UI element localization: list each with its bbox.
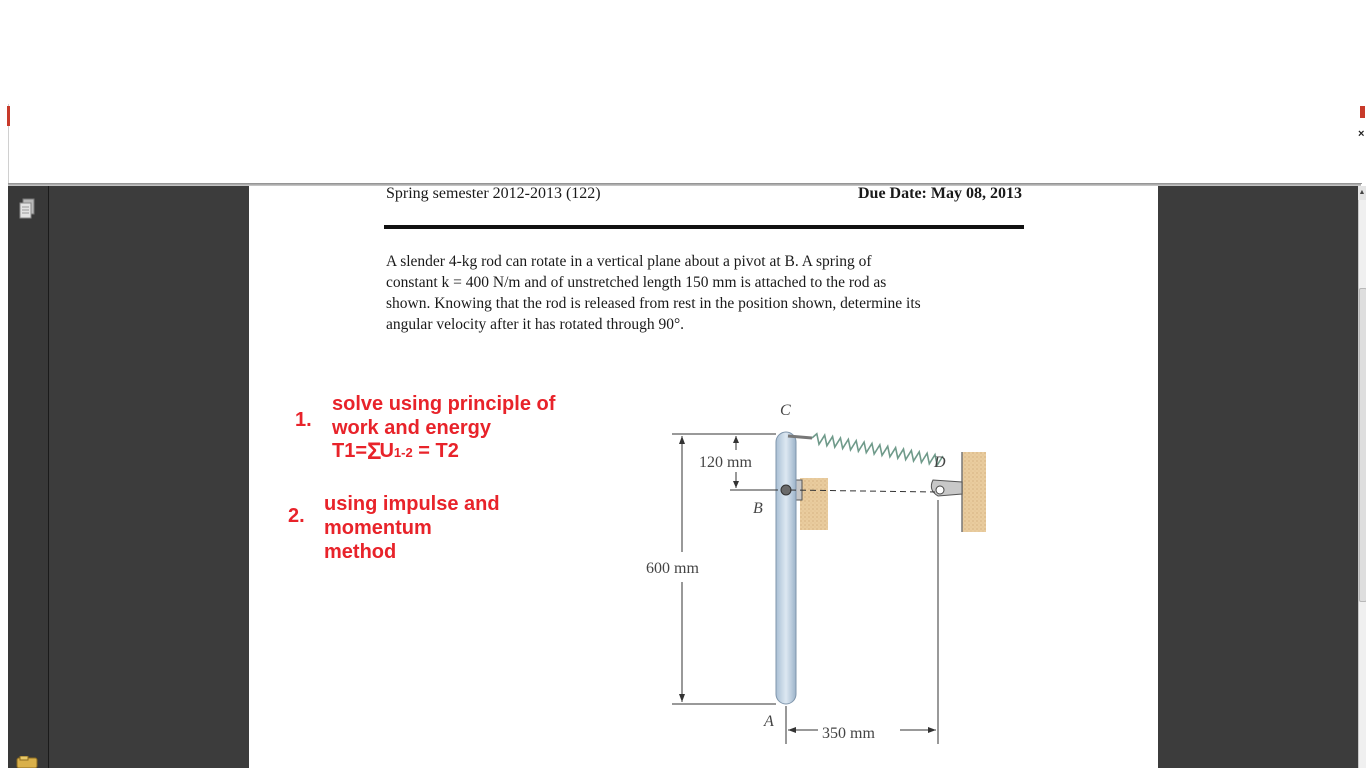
dim-120-arrow-top [733, 436, 739, 443]
problem-line: constant k = 400 N/m and of unstretched length 150 mm is attached to the rod as [386, 274, 887, 291]
label-b: B [753, 500, 763, 517]
label-d: D [934, 454, 946, 471]
problem-statement [386, 251, 1036, 335]
attachments-icon[interactable] [16, 756, 38, 768]
problem-line: shown. Knowing that the rod is released from rest in the position shown, determine its [386, 295, 921, 312]
dim-600-arrow-top [679, 436, 685, 444]
problem-line: A slender 4-kg rod can rotate in a vertical plane about a pivot at B. A spring of [386, 253, 872, 270]
close-icon[interactable]: × [1358, 128, 1365, 140]
semester-text: Spring semester 2012-2013 (122) [386, 185, 601, 202]
dim-350-arrow-left [788, 727, 796, 733]
dim-600-label: 600 mm [646, 560, 699, 577]
navigation-pane [8, 186, 49, 768]
rod-spring-figure [640, 390, 1000, 750]
annotation-item1-line2: work and energy [332, 417, 491, 439]
window-edge-marker-right [1360, 106, 1365, 118]
annotation-item2-line1: using impulse and [324, 493, 500, 515]
annotation-item2-number: 2. [288, 505, 305, 527]
wall-b [800, 478, 828, 530]
dim-350-label: 350 mm [822, 725, 875, 742]
dim-350-arrow-right [928, 727, 936, 733]
formula-u: U [379, 440, 394, 462]
spring-top-link [788, 436, 812, 438]
window-edge-marker [7, 106, 10, 126]
formula-start: T1= [332, 440, 368, 462]
pages-icon[interactable] [18, 198, 36, 220]
header-rule [384, 225, 1024, 229]
scrollbar-thumb[interactable] [1359, 288, 1366, 602]
anchor-d-pin [936, 486, 944, 494]
rod [776, 432, 796, 704]
annotation-item1-line1: solve using principle of [332, 393, 556, 415]
annotation-item2-line3: method [324, 541, 397, 563]
dim-600-arrow-bottom [679, 694, 685, 702]
scroll-up-arrow[interactable]: ▲ [1358, 186, 1366, 200]
label-c: C [780, 402, 791, 419]
sigma-symbol: Σ [367, 438, 380, 465]
annotation-item2-line2: momentum [324, 517, 432, 539]
dim-120-arrow-bottom [733, 481, 739, 488]
dim-120-label: 120 mm [699, 454, 752, 471]
viewer-toolbar [8, 104, 1365, 184]
problem-line: angular velocity after it has rotated through 90°. [386, 316, 685, 333]
label-a: A [764, 713, 774, 730]
formula-subscript: 1-2 [393, 445, 413, 460]
pivot-b [781, 485, 791, 495]
annotation-item1-formula [332, 439, 459, 465]
spring-anchor-d [931, 480, 962, 496]
formula-end: = T2 [412, 440, 459, 462]
annotation-item1-number: 1. [295, 409, 312, 431]
spring [811, 433, 943, 466]
due-date-text: Due Date: May 08, 2013 [858, 185, 1022, 202]
wall-d [962, 452, 986, 532]
